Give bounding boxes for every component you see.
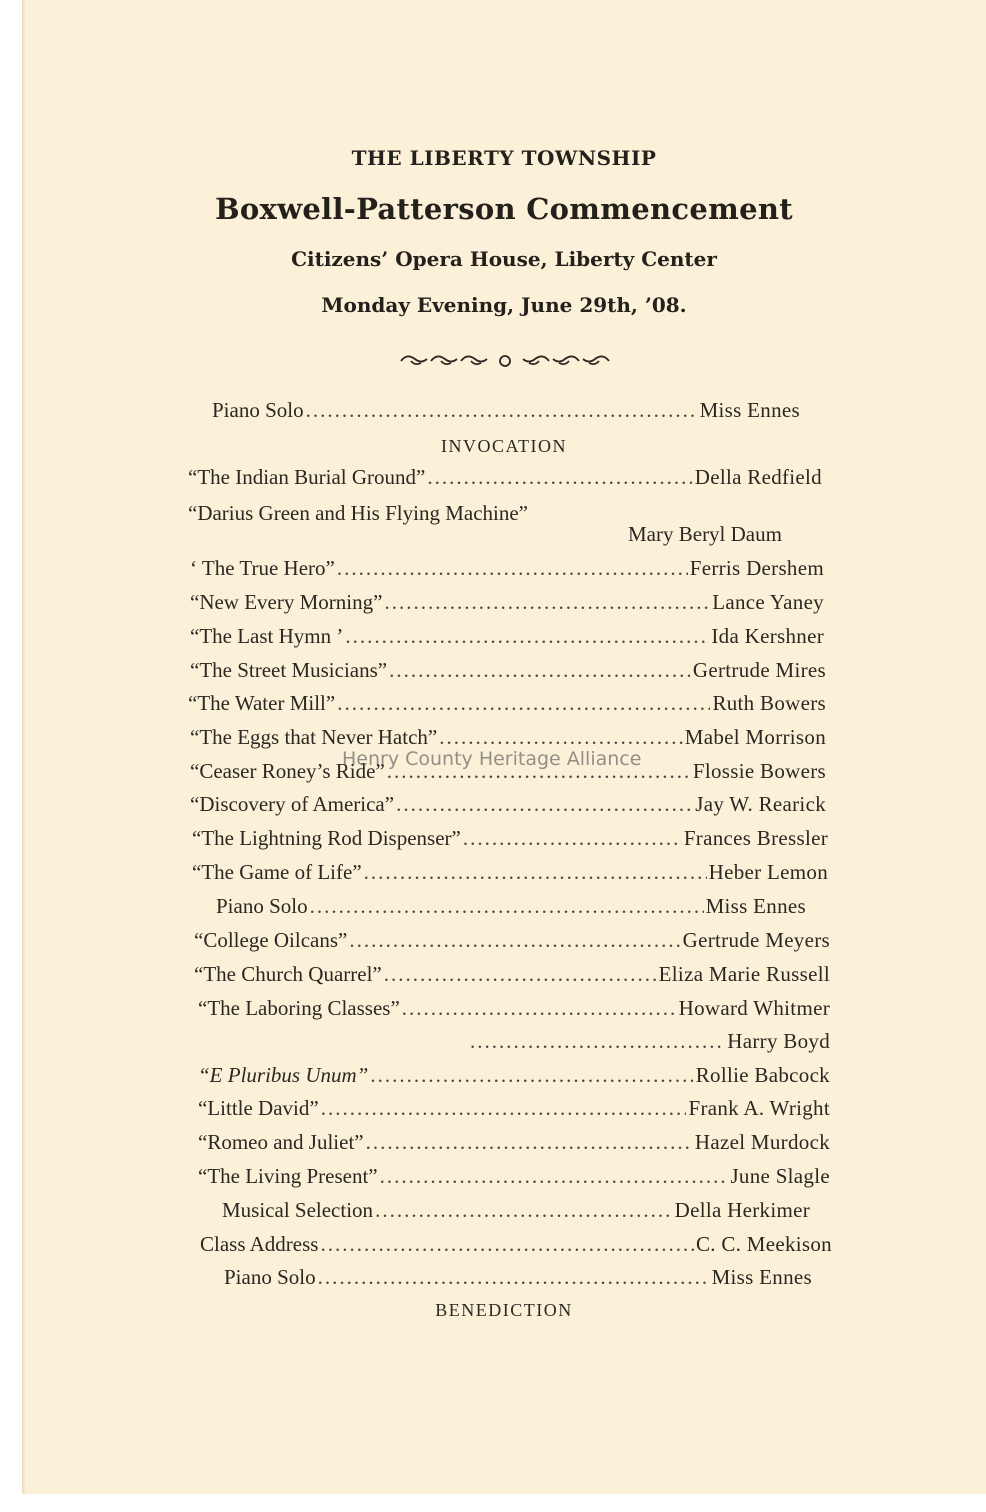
program-performer: June Slagle — [730, 1164, 830, 1188]
program-performer: Lance Yaney — [712, 590, 824, 614]
program-performer: Mabel Morrison — [684, 725, 826, 749]
program-row — [212, 398, 800, 426]
program-title: “The Street Musicians” — [190, 658, 388, 682]
program-performer: Ruth Bowers — [712, 691, 826, 715]
program-title: “E Pluribus Unum” — [198, 1063, 369, 1087]
program-row — [192, 826, 828, 854]
program-title: Class Address — [200, 1232, 319, 1256]
program-row — [198, 1096, 830, 1124]
program-row — [194, 962, 830, 990]
leader-dots — [439, 725, 683, 750]
program-title: “The Indian Burial Ground” — [188, 465, 426, 489]
program-title: Piano Solo — [224, 1265, 316, 1289]
program-title: “The Church Quarrel” — [194, 962, 382, 986]
program-row — [190, 556, 824, 584]
program-row — [190, 658, 826, 686]
program-title: “New Every Morning” — [190, 590, 383, 614]
leader-dots — [320, 1232, 694, 1257]
program-title: Piano Solo — [216, 894, 308, 918]
program-title: “Ceaser Roney’s Ride” — [190, 759, 385, 783]
program-performer: Ida Kershner — [711, 624, 824, 648]
leader-dots — [396, 792, 693, 817]
leader-dots — [427, 465, 692, 490]
leader-dots — [370, 1063, 693, 1088]
invocation-line: INVOCATION — [441, 436, 567, 456]
program-row — [198, 1130, 830, 1158]
benediction-line: BENEDICTION — [435, 1300, 573, 1320]
program-title: “Discovery of America” — [190, 792, 395, 816]
leader-dots — [375, 1198, 673, 1223]
leader-dots — [345, 624, 709, 649]
program-row — [222, 1198, 810, 1226]
program-sheet — [22, 0, 986, 1494]
program-row — [194, 928, 830, 956]
header-venue: Citizens’ Opera House, Liberty Center — [291, 247, 717, 271]
program-title: “The Eggs that Never Hatch” — [190, 725, 438, 749]
program-title: Musical Selection — [222, 1198, 374, 1222]
program-row — [188, 691, 826, 719]
leader-dots — [463, 826, 682, 851]
program-performer: Miss Ennes — [705, 894, 806, 918]
leader-dots — [470, 1029, 725, 1054]
program-performer: Mary Beryl Daum — [628, 522, 782, 546]
program-performer: Della Herkimer — [674, 1198, 810, 1222]
program-performer: Gertrude Mires — [692, 658, 826, 682]
leader-dots — [389, 658, 691, 683]
leader-dots — [337, 691, 710, 716]
program-title: “Darius Green and His Flying Machine” — [188, 501, 528, 525]
program-performer: Hazel Murdock — [694, 1130, 830, 1154]
program-title: “College Oilcans” — [194, 928, 348, 952]
program-performer: Howard Whitmer — [678, 996, 830, 1020]
program-row — [198, 1063, 830, 1091]
leader-dots — [321, 1096, 687, 1121]
leader-dots — [349, 928, 680, 953]
program-title: Piano Solo — [212, 398, 304, 422]
program-row — [198, 996, 830, 1024]
program-title: “Little David” — [198, 1096, 319, 1120]
program-title: “The Game of Life” — [192, 860, 362, 884]
program-performer: Frank A. Wright — [688, 1096, 830, 1120]
program-performer: Miss Ennes — [699, 398, 800, 422]
ornament-divider — [397, 350, 613, 372]
program-performer: Frances Bressler — [683, 826, 828, 850]
leader-dots — [318, 1265, 710, 1290]
program-performer: Eliza Marie Russell — [658, 962, 830, 986]
program-row — [200, 1232, 832, 1260]
leader-dots — [384, 590, 710, 615]
header-date: Monday Evening, June 29th, ’08. — [321, 293, 687, 317]
program-title: “The Lightning Rod Dispenser” — [192, 826, 461, 850]
program-row — [198, 1164, 830, 1192]
program-performer: Ferris Dershem — [689, 556, 824, 580]
program-title: “The Water Mill” — [188, 691, 336, 715]
leader-dots — [306, 398, 698, 423]
program-performer: Heber Lemon — [708, 860, 828, 884]
header-township: THE LIBERTY TOWNSHIP — [351, 146, 657, 170]
program-performer: Gertrude Meyers — [682, 928, 830, 952]
leader-dots — [364, 860, 707, 885]
program-performer: Harry Boyd — [727, 1029, 830, 1053]
program-row — [224, 1265, 812, 1293]
leader-dots — [337, 556, 688, 581]
watermark-text: Henry County Heritage Alliance — [342, 748, 642, 770]
program-row — [468, 1029, 830, 1057]
program-title: “The Living Present” — [198, 1164, 378, 1188]
program-title: “The Last Hymn ’ — [190, 624, 344, 648]
program-performer: Flossie Bowers — [692, 759, 826, 783]
header-title: Boxwell-Patterson Commencement — [215, 192, 793, 226]
program-row — [190, 624, 824, 652]
program-performer: C. C. Meekison — [695, 1232, 832, 1256]
program-title: “The Laboring Classes” — [198, 996, 400, 1020]
program-row — [190, 792, 826, 820]
program-row — [190, 590, 824, 618]
program-performer: Rollie Babcock — [695, 1063, 830, 1087]
program-title: “Romeo and Juliet” — [198, 1130, 364, 1154]
program-row — [192, 860, 828, 888]
leader-dots — [366, 1130, 693, 1155]
program-row — [216, 894, 806, 922]
leader-dots — [402, 996, 677, 1021]
program-performer: Miss Ennes — [711, 1265, 812, 1289]
program-performer: Della Redfield — [694, 465, 822, 489]
program-row — [188, 465, 822, 493]
program-title: ‘ The True Hero” — [190, 556, 335, 580]
leader-dots — [310, 894, 704, 919]
program-performer: Jay W. Rearick — [695, 792, 826, 816]
leader-dots — [384, 962, 657, 987]
leader-dots — [380, 1164, 729, 1189]
